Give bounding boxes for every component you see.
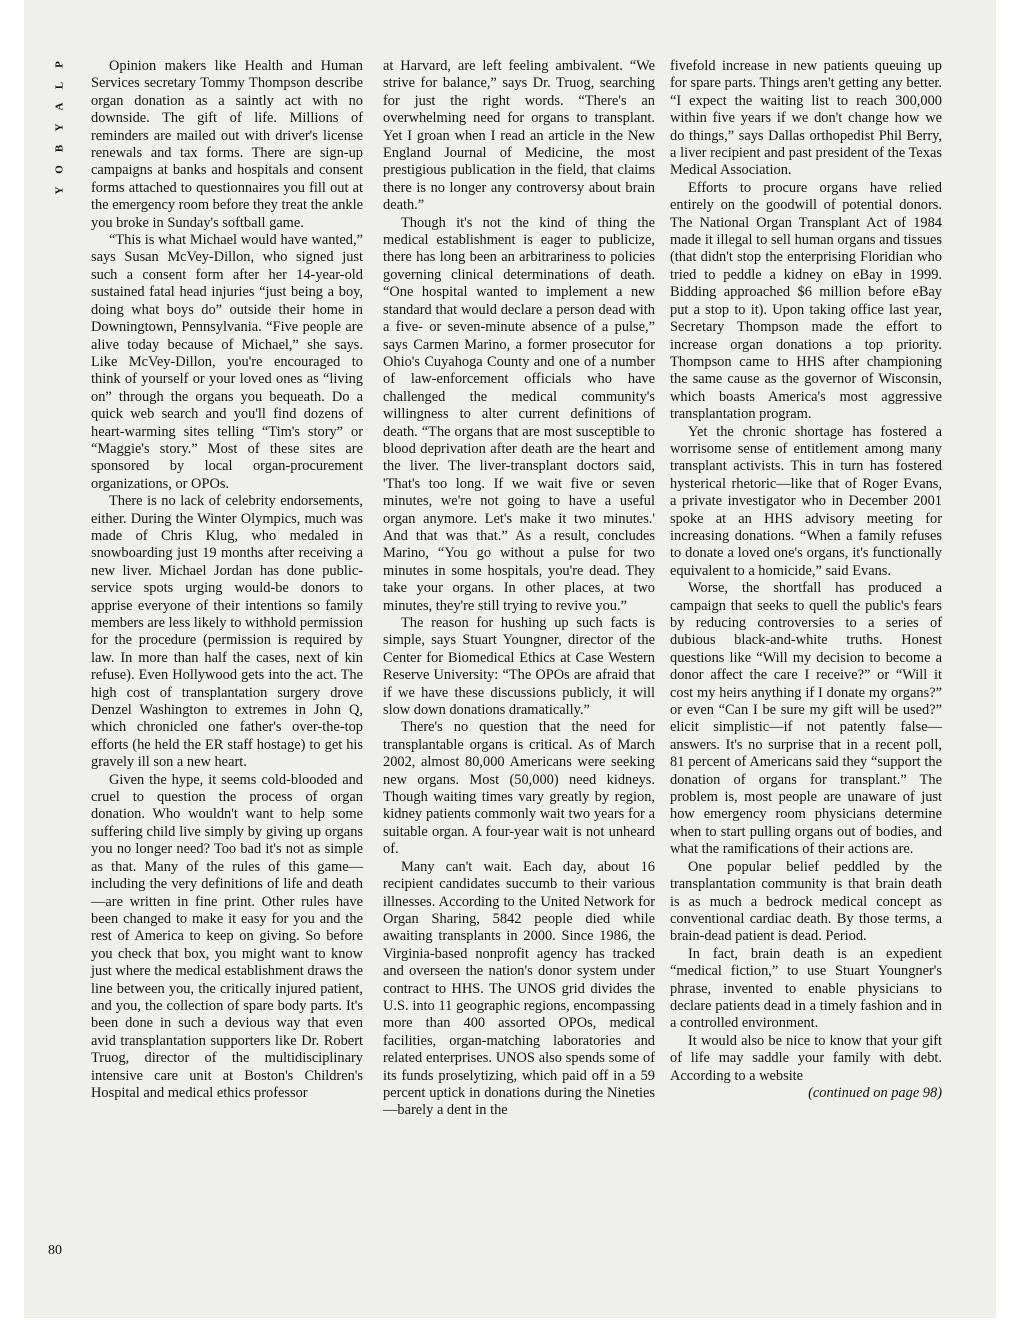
paragraph: One popular belief peddled by the transplantation community is that brain death is as much a bedrock medical concept as conventional cardiac death. By those terms, a brain-dead patient is dead. Period. <box>670 858 942 945</box>
paragraph: There's no question that the need for transplantable organs is critical. As of March 2002, almost 80,000 Americans were seeking new organs. Most (50,000) need kidneys. Though waiting times vary greatly by region, kidney patients commonly wait two years for a suitable organ. A four-year wait is not unheard of. <box>383 719 655 858</box>
paragraph: Worse, the shortfall has produced a campaign that seeks to quell the public's fears by reducing controversies to a series of dubious black-and-white truths. Honest questions like “Will my decision to become a donor affect the care I receive?” or “Will it cost my heirs anything if I donate my organs?” or even “Can I be sure my gift will be used?” elicit simplistic—if not patently false—answers. It's no surprise that in a recent poll, 81 percent of Americans said they “support the donation of organs for transplant.” The problem is, most people are unaware of just how emergency room physicians determine when to start pulling organs out of bodies, and what the ramifications of their actions are. <box>670 580 942 858</box>
masthead-letter: B <box>53 144 66 153</box>
masthead-vertical <box>50 54 70 201</box>
paragraph: It would also be nice to know that your gift of life may saddle your family with debt. According to a website <box>670 1032 942 1084</box>
paragraph: Given the hype, it seems cold-blooded and cruel to question the process of organ donation. Who wouldn't want to help some suffering child live simply by giving up organs you no longer need? Too bad it's not as simple as that. Many of the rules of this game—including the very definitions of life and death—are written in fine print. Other rules have been changed to make it easy for you and the rest of America to keep on giving. So before you check that box, you might want to know just where the medical establishment draws the line between you, the critically injured patient, and you, the collection of spare body parts. It's been done in such a devious way that even avid transplantation supporters like Dr. Robert Truog, director of the multidisciplinary intensive care unit at Boston's Children's Hospital and medical ethics professor <box>91 771 363 1101</box>
paragraph: In fact, brain death is an expedient “medical fiction,” to use Stuart Youngner's phrase, invented to enable physicians to declare patients dead in a timely fashion and in a controlled environment. <box>670 945 942 1032</box>
page-number: 80 <box>48 1243 62 1258</box>
paragraph: fivefold increase in new patients queuing up for spare parts. Things aren't getting any better. “I expect the waiting list to reach 300,000 within five years if we don't change how we do things,” says Dallas orthopedist Phil Berry, a liver recipient and past president of the Texas Medical Association. <box>670 58 942 179</box>
paragraph: “This is what Michael would have wanted,” says Susan McVey-Dillon, who signed just such a consent form after her 14-year-old sustained fatal head injuries “just being a boy, doing what boys do” outside their home in Downingtown, Pennsylvania. “Five people are alive today because of Michael,” she says. Like McVey-Dillon, you're encouraged to think of yourself or your loved ones as “living on” through the organs you bequeath. Do a quick web search and you'll find dozens of heart-warming sites telling “Tim's story” or “Maggie's story.” Most of these sites are sponsored by local organ-procurement organizations, or OPOs. <box>91 232 363 492</box>
paragraph: Many can't wait. Each day, about 16 recipient candidates succumb to their various illnesses. According to the United Network for Organ Sharing, 5842 people died while awaiting transplants in 2000. Since 1986, the Virginia-based nonprofit agency has tracked and overseen the nation's donor system under contract to HHS. The UNOS grid divides the U.S. into 11 geographic regions, encompassing more than 400 assorted OPOs, medical facilities, organ-matching laboratories and related enterprises. UNOS also spends some of its funds proselytizing, which paid off in a 59 percent uptick in donations during the Nineties—barely a dent in the <box>383 858 655 1119</box>
paragraph: Though it's not the kind of thing the medical establishment is eager to publicize, there has long been an arbitrariness to policies governing clinical determinations of death. “One hospital wanted to implement a new standard that would declare a person dead with a five- or seven-minute absence of a pulse,” says Carmen Marino, a former prosecutor for Ohio's Cuyahoga County and one of a number of law-enforcement officials who have challenged the medical community's willingness to alter current definitions of death. “The organs that are most susceptible to blood deprivation after death are the heart and the liver. The liver-transplant doctors said, 'That's too long. If we wait five or seven minutes, we're not going to have a useful organ anymore. Let's make it two minutes.' And that was that.” As a result, concludes Marino, “You go without a pulse for two minutes in some hospitals, you're dead. They take your organs. In other places, at two minutes, they're still trying to revive you.” <box>383 214 655 614</box>
continued-note: (continued on page 98) <box>808 1084 942 1101</box>
paragraph: at Harvard, are left feeling ambivalent. “We strive for balance,” says Dr. Truog, searching for just the right words. “There's an overwhelming need for organs to transplant. Yet I groan when I read an article in the New England Journal of Medicine, the most prestigious publication in the field, that claims there is no longer any controversy about brain death.” <box>383 58 655 214</box>
article-column-2 <box>383 58 655 1120</box>
paragraph: There is no lack of celebrity endorsements, either. During the Winter Olympics, much was made of Chris Klug, who medaled in snowboarding just 19 months after receiving a new liver. Michael Jordan has done public-service spots urging would-be donors to apprise everyone of their intentions so family members are less likely to withhold permission for the procedure (permission is required by law. In more than half the cases, next of kin refuse). Even Hollywood gets into the act. The high cost of transplantation surgery drove Denzel Washington to extremes in John Q, which chronicled one father's over-the-top efforts (he held the ER staff hostage) to get his gravely ill son a new heart. <box>91 493 363 771</box>
paragraph: The reason for hushing up such facts is simple, says Stuart Youngner, director of the Center for Biomedical Ethics at Case Western Reserve University: “The OPOs are afraid that if we have these discussions publicly, it will slow down donations dramatically.” <box>383 615 655 719</box>
masthead-letter: L <box>53 81 66 90</box>
paragraph: Efforts to procure organs have relied entirely on the goodwill of potential donors. The National Organ Transplant Act of 1984 made it illegal to sell human organs and tissues (that didn't stop the enterprising Floridian who tried to peddle a kidney on eBay in 1999. Bidding approached $6 million before eBay put a stop to it). Upon taking office last year, Secretary Thompson made the effort to increase organ donations a top priority. Thompson came to HHS after championing the same cause as the governor of Wisconsin, which boasts America's most aggressive transplantation program. <box>670 179 942 423</box>
article-column-3 <box>670 58 942 1102</box>
paragraph: Opinion makers like Health and Human Services secretary Tommy Thompson describe organ donation as a saintly act with no downside. The gift of life. Millions of reminders are mailed out with driver's license renewals and tax forms. There are sign-up campaigns at banks and hospitals and consent forms attached to questionnaires you fill out at the emergency room before they treat the ankle you broke in Sunday's softball game. <box>91 58 363 231</box>
masthead-letter: A <box>53 102 66 111</box>
article-column-1 <box>91 58 363 1102</box>
paragraph: Yet the chronic shortage has fostered a worrisome sense of entitlement among many transplant activists. This in turn has fostered hysterical rhetoric—like that of Roger Evans, a private investigator who in December 2001 spoke at an HHS advisory meeting for increasing donations. “When a family refuses to donate a loved one's organs, it's functionally equivalent to a homicide,” said Evans. <box>670 423 942 579</box>
masthead-letter: O <box>53 165 66 174</box>
masthead-letter: Y <box>53 123 66 132</box>
masthead-letter: P <box>53 61 66 68</box>
masthead-letter: Y <box>53 186 66 195</box>
magazine-page <box>24 0 996 1318</box>
